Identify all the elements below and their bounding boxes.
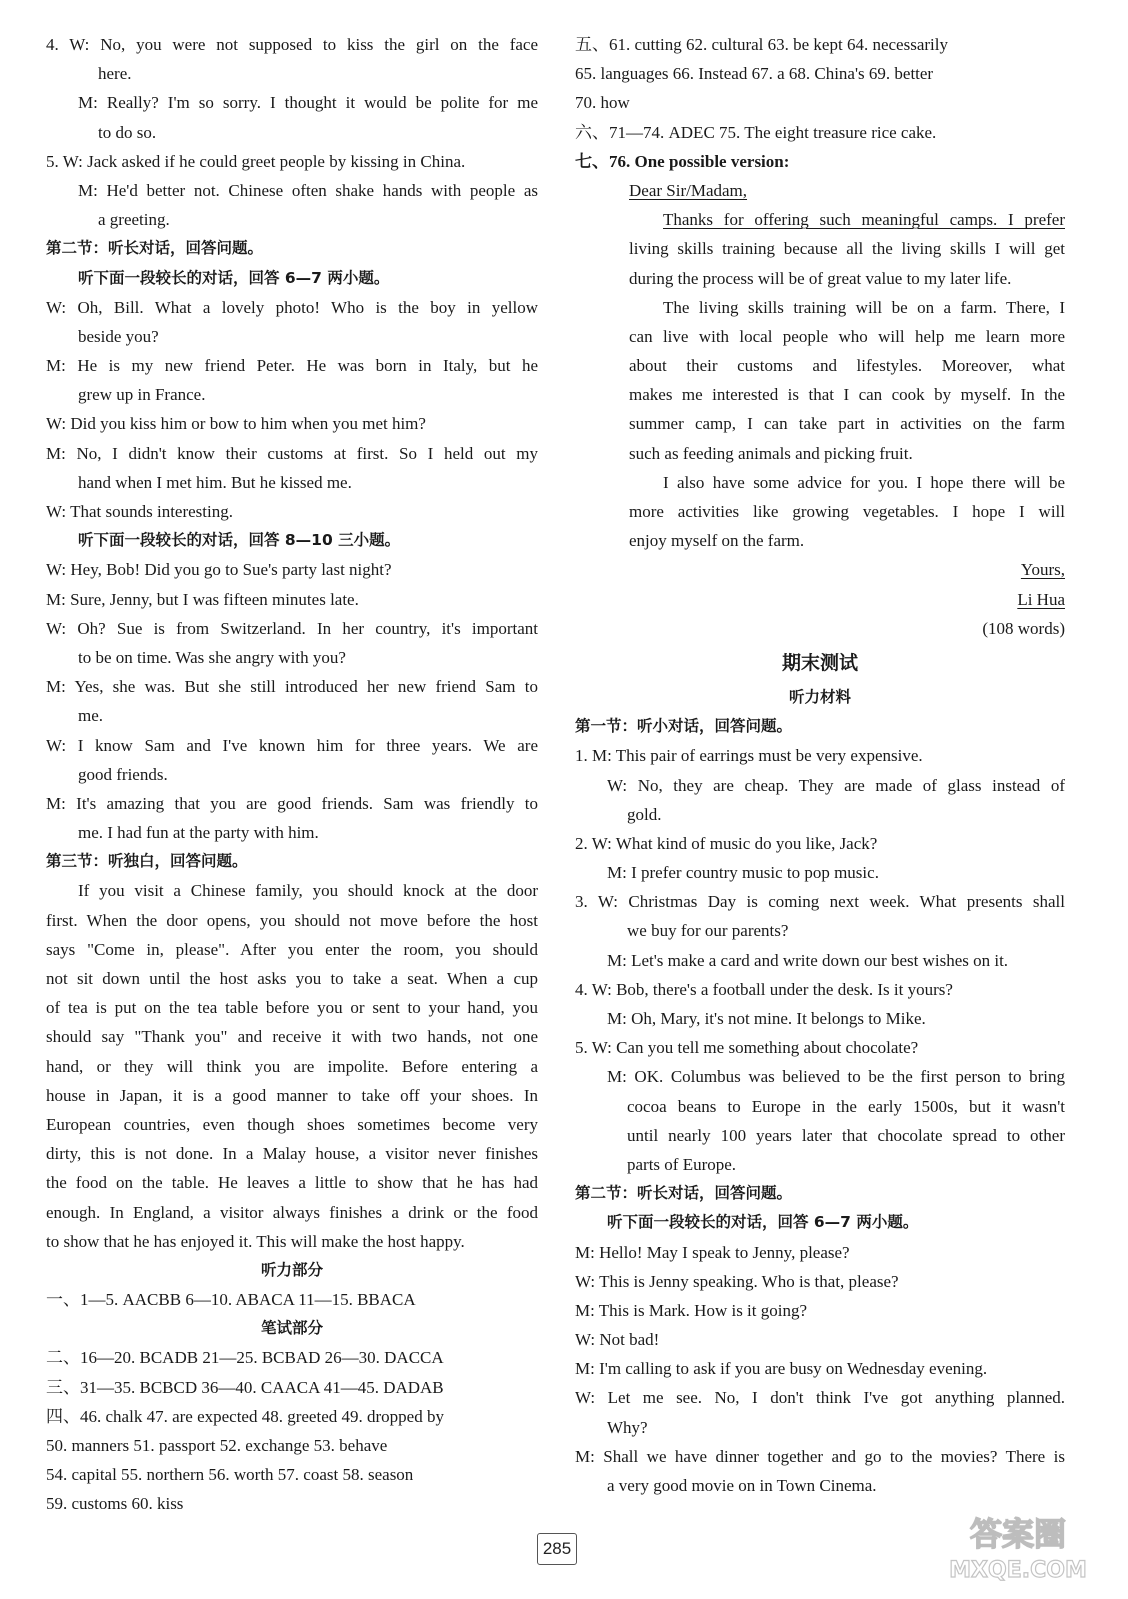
svg-text:答案圈: 答案圈 [969,1515,1067,1553]
text-line: M: I prefer country music to pop music. [607,863,879,883]
text-line: 3. W: Christmas Day is coming next week. What presents shall [575,892,1065,912]
text-line: M: He'd better not. Chinese often shake hands with people as [78,180,538,200]
text-line: makes me interested is that I can cook by myself. In the [629,385,1065,405]
text-line: If you visit a Chinese family, you should knock at the door [78,881,538,901]
text-line: living skills training because all the living skills I will get [629,239,1065,259]
text-line: 59. customs 60. kiss [46,1494,184,1514]
text-line: 4. W: Bob, there's a football under the desk. Is it yours? [575,979,953,999]
text-line: W: Hey, Bob! Did you go to Sue's party last night? [46,560,392,580]
text-line: parts of Europe. [627,1154,737,1174]
left-column [46,30,538,1519]
text-line: enough. In England, a visitor always finishes a drink or the food [46,1202,538,1222]
text-line: a greeting. [98,210,170,230]
text-line: 五、61. cutting 62. cultural 63. be kept 64. necessarily [575,35,948,54]
text-line: me. [78,706,104,726]
text-line: Why? [607,1417,648,1437]
text-line: Dear Sir/Madam, [629,180,748,200]
text-line: W: This is Jenny speaking. Who is that, please? [575,1271,899,1291]
text-line: more activities like growing vegetables. I hope I will [629,502,1065,521]
text-line: (108 words) [982,618,1065,638]
text-line: first. When the door opens, you should not move before the host [46,910,538,930]
text-line: 四、46. chalk 47. are expected 48. greeted 49. dropped by [46,1406,444,1426]
text-line: 一、1—5. AACBB 6—10. ABACA 11—15. BBACA [46,1290,416,1310]
text-line: M: Oh, Mary, it's not mine. It belongs to Mike. [607,1009,926,1028]
text-line: hand, or they will think you are impolite. Before entering a [46,1056,538,1076]
text-line: M: This is Mark. How is it going? [575,1300,808,1320]
text-line: Yours, [1020,560,1065,580]
text-line: to be on time. Was she angry with you? [78,647,346,667]
text-line: 二、16—20. BCADB 21—25. BCBAD 26—30. DACCA [46,1348,444,1368]
section-heading: 听力材料 [788,687,851,706]
text-line: W: Let me see. No, I don't think I've got anything planned. [575,1388,1065,1408]
text-line: W: Oh? Sue is from Switzerland. In her country, it's important [46,618,538,638]
text-line: 54. capital 55. northern 56. worth 57. coast 58. season [46,1465,414,1485]
text-line: gold. [627,804,662,824]
text-line: W: That sounds interesting. [46,502,233,521]
section-heading: 听力部分 [260,1260,323,1279]
text-line: hand when I met him. But he kissed me. [78,472,352,492]
text-line: a very good movie on in Town Cinema. [607,1476,877,1495]
text-line: about their customs and lifestyles. Moreover, what [629,356,1065,376]
text-line: here. [98,64,132,84]
right-column [575,30,1065,1500]
text-line: Thanks for offering such meaningful camps. I prefer [663,210,1065,230]
text-line: 七、76. One possible version: [575,151,790,171]
section-heading: 笔试部分 [260,1319,323,1338]
section-heading: 听下面一段较长的对话，回答 8—10 三小题。 [78,531,401,550]
text-line: not sit down until the host asks you to take a seat. When a cup [46,969,538,988]
text-line: to do so. [98,122,157,142]
text-line: W: No, they are cheap. They are made of glass instead of [607,775,1065,795]
text-line: M: No, I didn't know their customs at first. So I held out my [46,443,538,463]
text-line: during the process will be of great value to my later life. [629,268,1012,288]
text-line: M: Shall we have dinner together and go to the movies? There is [575,1446,1065,1466]
text-line: M: Hello! May I speak to Jenny, please? [575,1242,850,1262]
text-line: European countries, even though shoes sometimes become very [46,1114,538,1134]
text-line: can live with local people who will help me learn more [629,326,1065,346]
text-line: The living skills training will be on a farm. There, I [663,297,1065,317]
text-line: 1. M: This pair of earrings must be very expensive. [575,746,923,766]
text-line: of tea is put on the tea table before you or sent to your hand, you [46,998,538,1018]
section-heading: 第二节：听长对话，回答问题。 [46,239,264,258]
text-line: summer camp, I can take part in activities on the farm [629,414,1065,434]
text-line: W: Did you kiss him or bow to him when you met him? [46,414,426,434]
text-line: grew up in France. [78,385,206,405]
text-line: 5. W: Can you tell me something about chocolate? [575,1038,919,1058]
text-line: says "Come in, please". After you enter the room, you should [46,939,538,959]
text-line: 六、71—74. ADEC 75. The eight treasure rice cake. [575,122,937,142]
text-line: M: I'm calling to ask if you are busy on Wednesday evening. [575,1359,988,1379]
section-heading: 听下面一段较长的对话，回答 6—7 两小题。 [78,268,390,287]
section-heading: 期末测试 [781,651,858,674]
text-line: until nearly 100 years later that chocolate spread to other [627,1125,1065,1145]
text-line: cocoa beans to Europe in the early 1500s, but it wasn't [627,1096,1065,1116]
text-line: house in Japan, it is a good manner to take off your shoes. In [46,1085,538,1105]
text-line: W: Oh, Bill. What a lovely photo! Who is the boy in yellow [46,297,538,317]
text-line: 65. languages 66. Instead 67. a 68. China's 69. better [575,64,934,84]
section-heading: 第三节：听独白，回答问题。 [46,852,248,871]
text-line: M: He is my new friend Peter. He was born in Italy, but he [46,356,538,376]
text-line: M: It's amazing that you are good friends. Sam was friendly to [46,793,538,813]
text-line: M: Yes, she was. But she still introduced her new friend Sam to [46,677,538,697]
text-line: 70. how [575,93,630,113]
text-line: should say "Thank you" and receive it with two hands, not one [46,1027,538,1047]
text-line: M: OK. Columbus was believed to be the first person to bring [607,1067,1065,1087]
text-line: beside you? [78,326,159,346]
text-line: 三、31—35. BCBCD 36—40. CAACA 41—45. DADAB [46,1377,444,1397]
section-heading: 听下面一段较长的对话，回答 6—7 两小题。 [607,1213,919,1232]
text-line: to show that he has enjoyed it. This will make the host happy. [46,1231,465,1251]
text-line: dirty, this is not done. In a Malay house, a visitor never finishes [46,1144,538,1164]
text-line: I also have some advice for you. I hope there will be [663,472,1065,492]
text-line: 5. W: Jack asked if he could greet people by kissing in China. [46,151,466,171]
text-line: the food on the table. He leaves a little to show that he has had [46,1173,538,1193]
text-line: Li Hua [1017,589,1065,609]
text-line: 2. W: What kind of music do you like, Jack? [575,833,878,853]
text-line: enjoy myself on the farm. [629,531,805,551]
text-line: M: Really? I'm so sorry. I thought it would be polite for me [78,93,538,113]
svg-text:MXQE.COM: MXQE.COM [949,1558,1087,1583]
page-number: 285 [537,1533,577,1565]
text-line: M: Let's make a card and write down our best wishes on it. [607,950,1009,970]
watermark-logo [930,1505,1105,1585]
text-line: me. I had fun at the party with him. [78,823,319,843]
text-line: we buy for our parents? [627,921,789,941]
text-line: W: I know Sam and I've known him for three years. We are [46,735,538,755]
text-line: 50. manners 51. passport 52. exchange 53. behave [46,1436,388,1455]
section-heading: 第二节：听长对话，回答问题。 [575,1184,793,1203]
text-line: 4. W: No, you were not supposed to kiss the girl on the face [46,35,538,54]
section-heading: 第一节：听小对话，回答问题。 [575,717,793,736]
text-line: such as feeding animals and picking fruit. [629,443,913,463]
text-line: M: Sure, Jenny, but I was fifteen minutes late. [46,589,359,609]
text-line: W: Not bad! [575,1330,660,1350]
text-line: good friends. [78,764,168,784]
